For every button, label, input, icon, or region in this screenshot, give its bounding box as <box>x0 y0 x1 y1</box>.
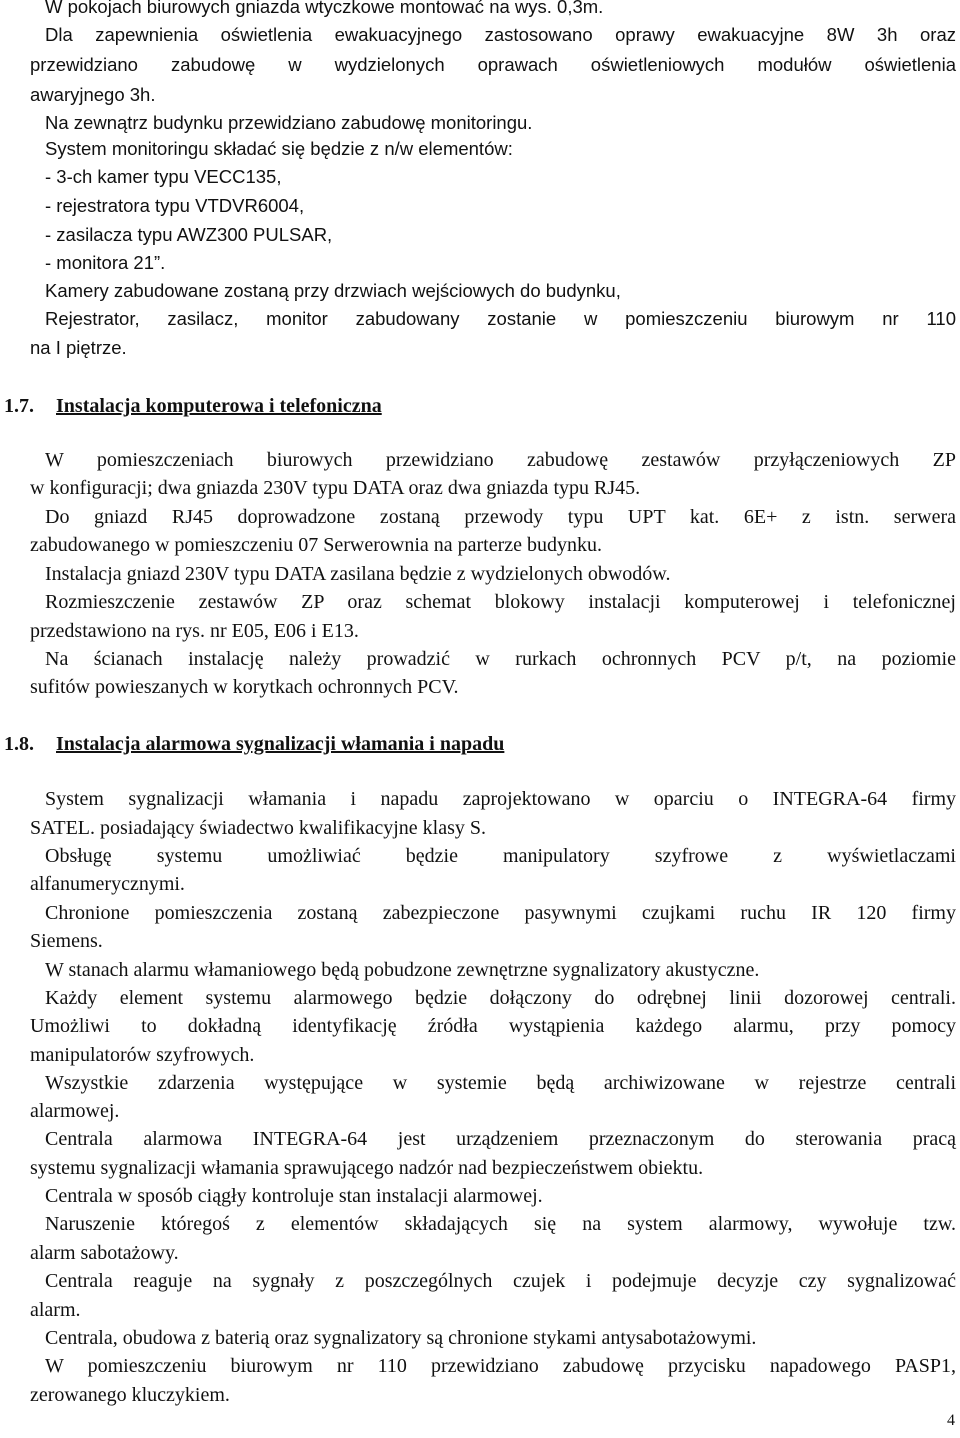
section-number: 1.8. <box>4 733 34 755</box>
list-item: - rejestratora typu VTDVR6004, <box>45 195 305 216</box>
text-line: Centrala alarmowa INTEGRA-64 jest urządzeniem przeznaczonym do sterowania pracą <box>45 1128 956 1150</box>
section-number: 1.7. <box>4 395 34 417</box>
list-item: - monitora 21”. <box>45 252 166 273</box>
text-line: W pomieszczeniach biurowych przewidziano zabudowę zestawów przyłączeniowych ZP <box>45 449 956 471</box>
text-line: Naruszenie któregoś z elementów składających się na system alarmowy, wywołuje tzw. <box>45 1213 956 1235</box>
page-number: 4 <box>947 1412 955 1429</box>
text-line: manipulatorów szyfrowych. <box>30 1044 255 1066</box>
text-line: systemu sygnalizacji włamania sprawującego nadzór nad bezpieczeństwem obiektu. <box>30 1157 704 1179</box>
text-line: zerowanego kluczykiem. <box>30 1384 230 1406</box>
text-line: SATEL. posiadający świadectwo kwalifikacyjne klasy S. <box>30 817 486 839</box>
text-line: Na zewnątrz budynku przewidziano zabudowę monitoringu. <box>45 112 533 133</box>
text-line: awaryjnego 3h. <box>30 84 156 105</box>
text-line: Wszystkie zdarzenia występujące w systemie będą archiwizowane w rejestrze centrali <box>45 1072 956 1094</box>
list-item: - 3-ch kamer typu VECC135, <box>45 166 282 187</box>
text-line: W pokojach biurowych gniazda wtyczkowe montować na wys. 0,3m. <box>45 0 604 17</box>
text-line: Na ścianach instalację należy prowadzić w rurkach ochronnych PCV p/t, na poziomie <box>45 648 956 670</box>
text-line: System sygnalizacji włamania i napadu zaprojektowano w oparciu o INTEGRA-64 firmy <box>45 788 956 810</box>
text-line: W stanach alarmu włamaniowego będą pobudzone zewnętrzne sygnalizatory akustyczne. <box>45 959 760 981</box>
section-heading: Instalacja alarmowa sygnalizacji włamania i napadu <box>56 733 505 755</box>
text-line: alarm. <box>30 1299 81 1321</box>
text-line: Obsługę systemu umożliwiać będzie manipulatory szyfrowe z wyświetlaczami <box>45 845 956 867</box>
text-line: Każdy element systemu alarmowego będzie dołączony do odrębnej linii dozorowej centrali. <box>45 987 956 1009</box>
text-line: Umożliwi to dokładną identyfikację źródła wystąpienia każdego alarmu, przy pomocy <box>30 1015 956 1037</box>
text-line: sufitów powieszanych w korytkach ochronnych PCV. <box>30 676 459 698</box>
text-line: Kamery zabudowane zostaną przy drzwiach wejściowych do budynku, <box>45 280 621 301</box>
text-line: Centrala, obudowa z baterią oraz sygnalizatory są chronione stykami antysabotażowymi. <box>45 1327 757 1349</box>
text-line: w konfiguracji; dwa gniazda 230V typu DATA oraz dwa gniazda typu RJ45. <box>30 477 641 499</box>
text-line: System monitoringu składać się będzie z n/w elementów: <box>45 138 513 159</box>
text-line: alarmowej. <box>30 1100 120 1122</box>
text-line: Centrala reaguje na sygnały z poszczególnych czujek i podejmuje decyzje czy sygnalizować <box>45 1270 956 1292</box>
text-line: Siemens. <box>30 930 103 952</box>
list-item: - zasilacza typu AWZ300 PULSAR, <box>45 224 333 245</box>
text-line: przewidziano zabudowę w wydzielonych oprawach oświetleniowych modułów oświetlenia <box>30 54 956 75</box>
text-line: alarm sabotażowy. <box>30 1242 179 1264</box>
text-line: zabudowanego w pomieszczeniu 07 Serwerownia na parterze budynku. <box>30 534 603 556</box>
text-line: Rejestrator, zasilacz, monitor zabudowany zostanie w pomieszczeniu biurowym nr 110 <box>45 308 956 329</box>
text-line: Instalacja gniazd 230V typu DATA zasilana będzie z wydzielonych obwodów. <box>45 563 671 585</box>
text-line: Centrala w sposób ciągły kontroluje stan instalacji alarmowej. <box>45 1185 543 1207</box>
text-line: Do gniazd RJ45 doprowadzone zostaną przewody typu UPT kat. 6E+ z istn. serwera <box>45 506 956 528</box>
text-line: przedstawiono na rys. nr E05, E06 i E13. <box>30 620 359 642</box>
section-heading: Instalacja komputerowa i telefoniczna <box>56 395 382 417</box>
text-line: Chronione pomieszczenia zostaną zabezpieczone pasywnymi czujkami ruchu IR 120 firmy <box>45 902 956 924</box>
text-line: Rozmieszczenie zestawów ZP oraz schemat blokowy instalacji komputerowej i telefonicznej <box>45 591 956 613</box>
text-line: W pomieszczeniu biurowym nr 110 przewidziano zabudowę przycisku napadowego PASP1, <box>45 1355 956 1377</box>
text-line: alfanumerycznymi. <box>30 873 185 895</box>
text-line: na I piętrze. <box>30 337 127 358</box>
text-line: Dla zapewnienia oświetlenia ewakuacyjnego zastosowano oprawy ewakuacyjne 8W 3h oraz <box>45 24 956 45</box>
